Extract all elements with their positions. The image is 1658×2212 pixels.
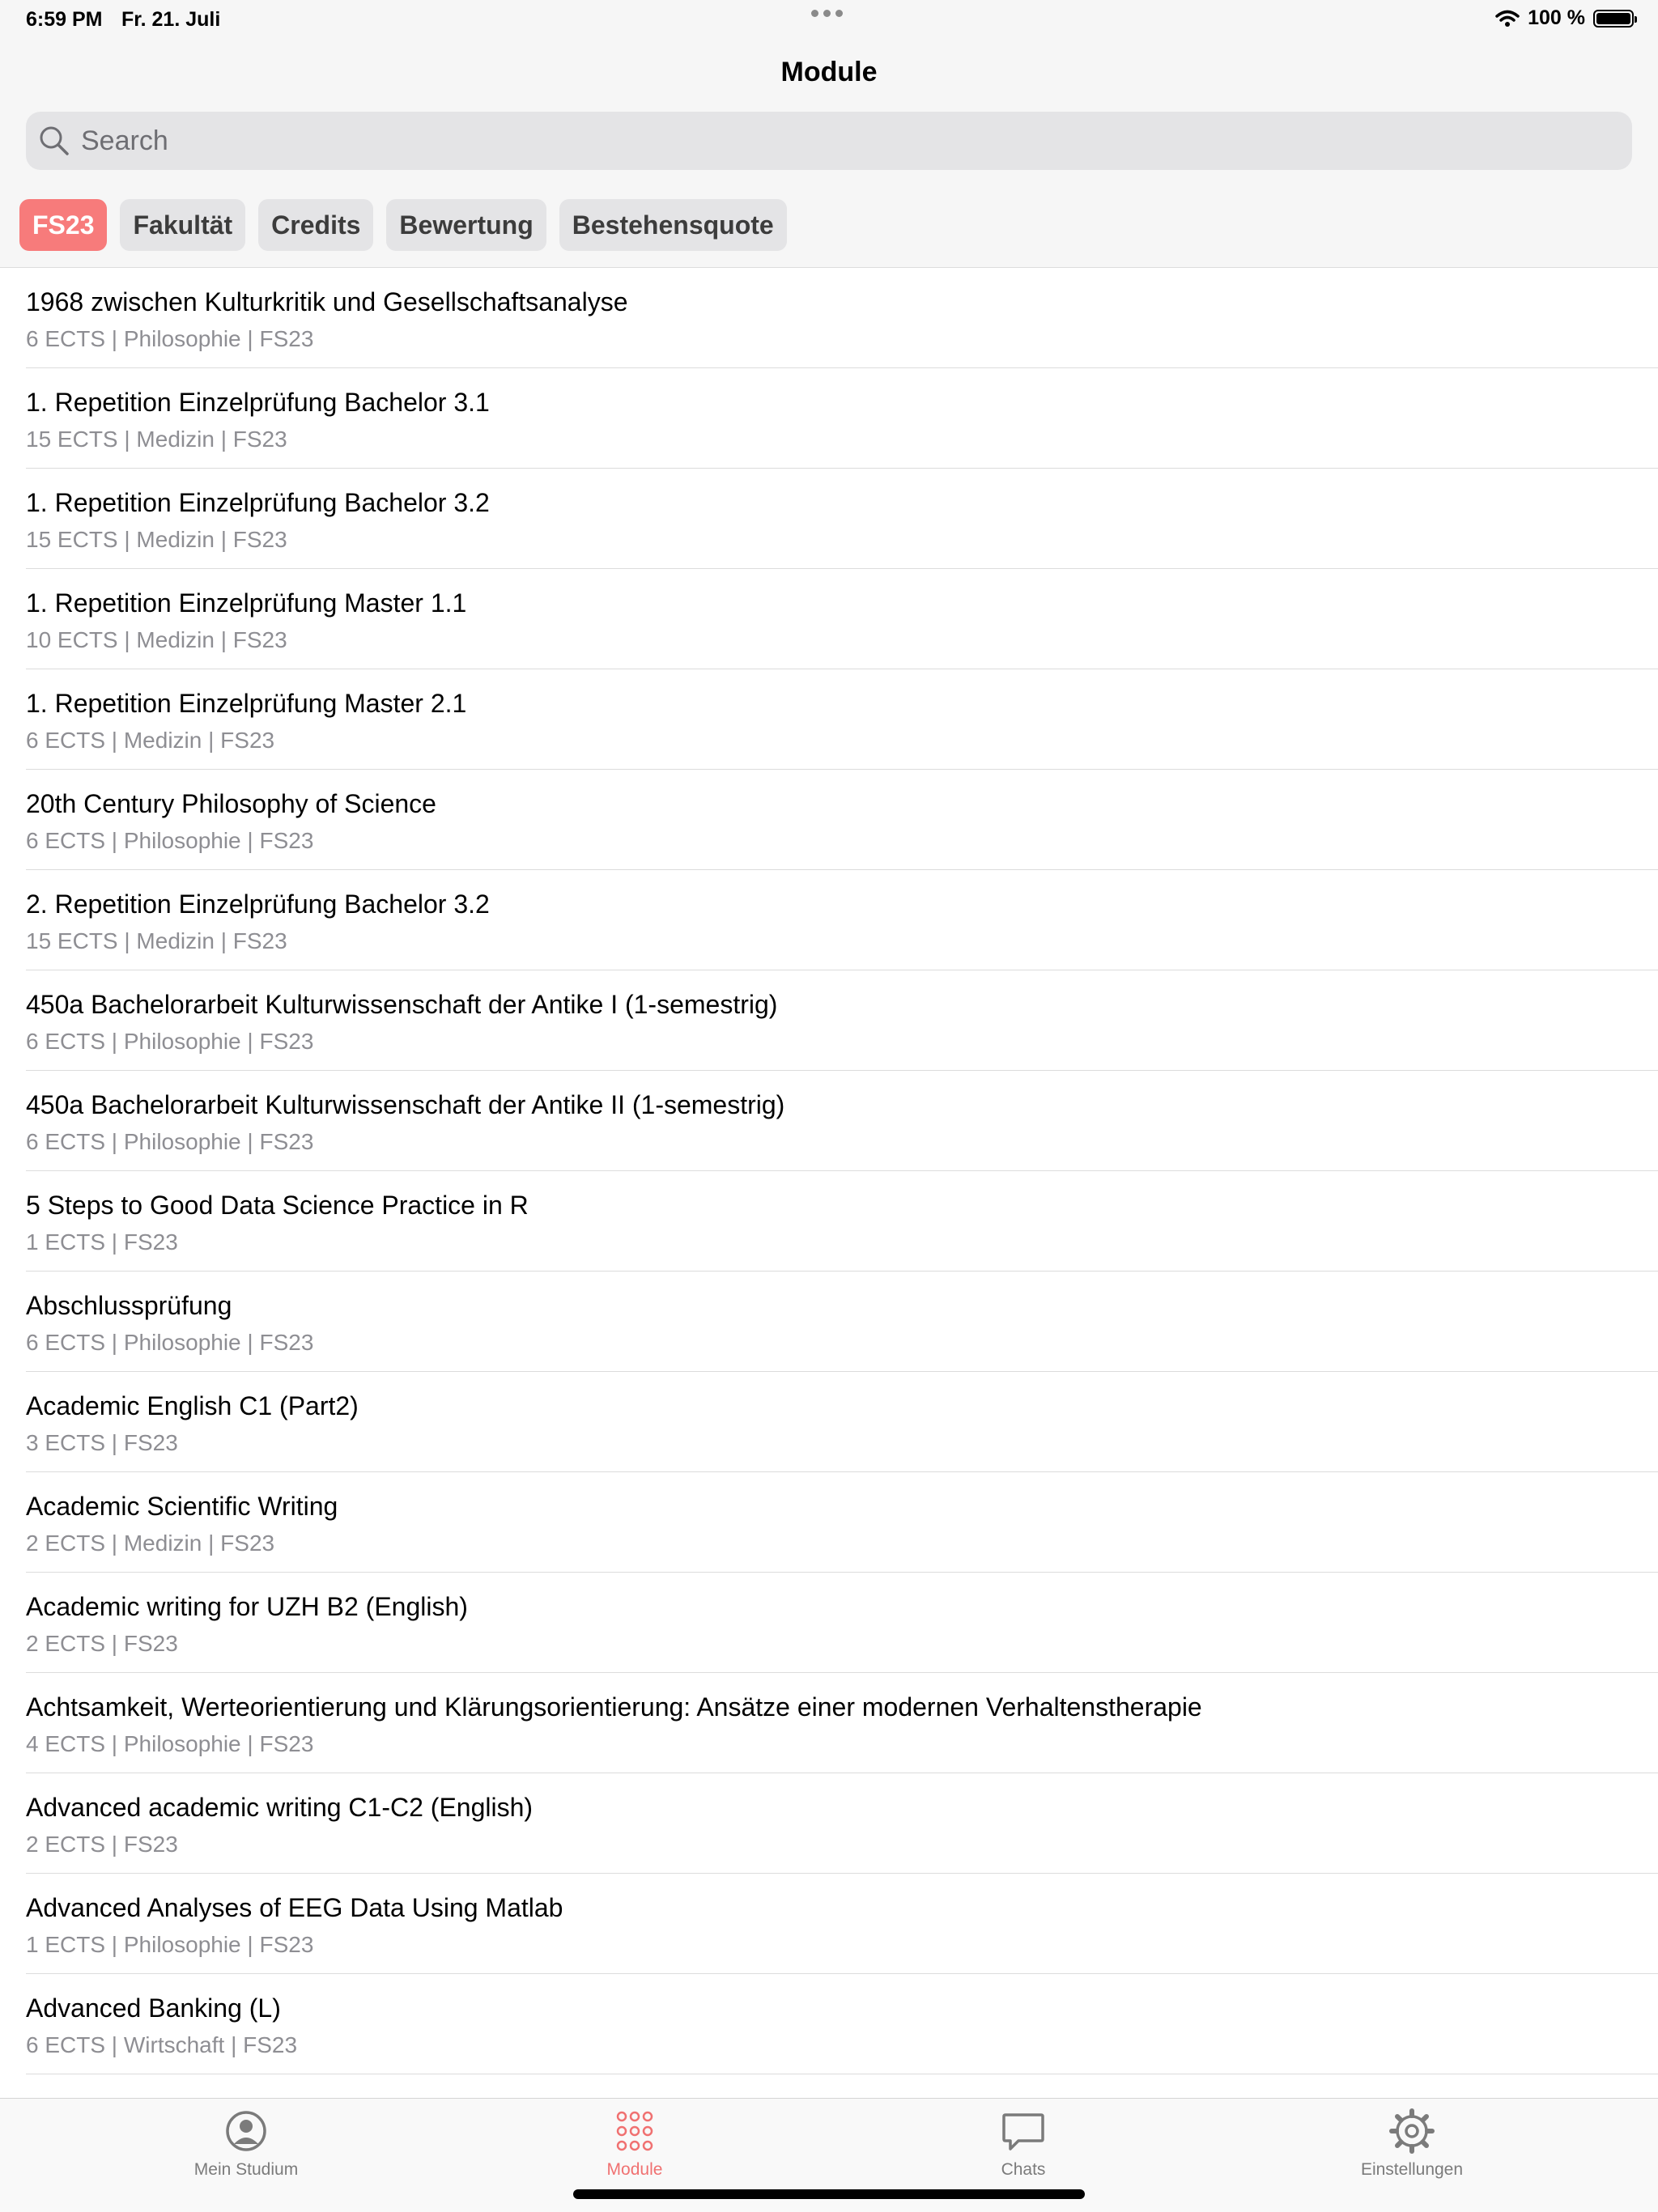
gear-icon <box>1389 2108 1435 2154</box>
module-meta: 1 ECTS | Philosophie | FS23 <box>26 1932 314 1957</box>
module-meta: 1 ECTS | FS23 <box>26 1229 178 1255</box>
module-meta: 2 ECTS | FS23 <box>26 1832 178 1857</box>
tab-mein-studium[interactable] <box>149 2104 343 2193</box>
list-item[interactable] <box>26 1071 1658 1171</box>
module-name: Advanced Analyses of EEG Data Using Matlab <box>26 1893 563 1922</box>
module-name: Academic English C1 (Part2) <box>26 1391 359 1420</box>
person-circle-icon <box>223 2108 269 2154</box>
list-item[interactable] <box>26 1974 1658 2074</box>
list-item[interactable] <box>26 669 1658 770</box>
module-meta: 6 ECTS | Philosophie | FS23 <box>26 1029 314 1054</box>
module-meta: 15 ECTS | Medizin | FS23 <box>26 527 287 552</box>
battery-icon <box>1593 10 1634 28</box>
module-meta: 2 ECTS | Medizin | FS23 <box>26 1531 275 1556</box>
tab-label: Chats <box>1001 2160 1046 2179</box>
list-item[interactable] <box>26 1673 1658 1773</box>
grid-dots-icon <box>612 2108 657 2154</box>
home-indicator <box>573 2189 1085 2199</box>
module-name: 1. Repetition Einzelprüfung Bachelor 3.1 <box>26 388 490 417</box>
module-name: 1. Repetition Einzelprüfung Master 1.1 <box>26 588 467 618</box>
tab-label: Module <box>606 2160 663 2179</box>
filter-chip-credits[interactable]: Credits <box>258 199 373 251</box>
module-name: 2. Repetition Einzelprüfung Bachelor 3.2 <box>26 889 490 919</box>
filter-chip-fs23[interactable]: FS23 <box>19 199 107 251</box>
module-name: Abschlussprüfung <box>26 1291 232 1320</box>
module-name: 450a Bachelorarbeit Kulturwissenschaft der Antike I (1-semestrig) <box>26 990 778 1019</box>
list-item[interactable] <box>26 1272 1658 1372</box>
tab-label: Mein Studium <box>193 2160 299 2179</box>
chat-bubble-icon <box>1001 2108 1046 2154</box>
list-item[interactable] <box>26 1773 1658 1874</box>
module-meta: 3 ECTS | FS23 <box>26 1430 178 1455</box>
filter-chip-fakultaet[interactable]: Fakultät <box>120 199 245 251</box>
filter-chips <box>19 199 787 251</box>
module-name: 1968 zwischen Kulturkritik und Gesellschaftsanalyse <box>26 287 628 316</box>
multitasking-dots-icon[interactable] <box>811 10 843 17</box>
module-meta: 6 ECTS | Philosophie | FS23 <box>26 1129 314 1154</box>
module-meta: 15 ECTS | Medizin | FS23 <box>26 928 287 953</box>
page-title: Module <box>780 57 878 87</box>
module-name: 20th Century Philosophy of Science <box>26 789 436 818</box>
module-name: 5 Steps to Good Data Science Practice in R <box>26 1191 529 1220</box>
tab-einstellungen[interactable] <box>1315 2104 1509 2193</box>
list-item[interactable] <box>26 268 1658 368</box>
module-name: 1. Repetition Einzelprüfung Master 2.1 <box>26 689 467 718</box>
wifi-icon <box>1495 9 1520 28</box>
module-meta: 15 ECTS | Medizin | FS23 <box>26 427 287 452</box>
module-meta: 6 ECTS | Philosophie | FS23 <box>26 828 314 853</box>
module-name: 1. Repetition Einzelprüfung Bachelor 3.2 <box>26 488 490 517</box>
module-meta: 6 ECTS | Philosophie | FS23 <box>26 1330 314 1355</box>
module-meta: 6 ECTS | Philosophie | FS23 <box>26 326 314 351</box>
search-input[interactable] <box>79 125 1540 158</box>
list-item[interactable] <box>26 368 1658 469</box>
list-item[interactable] <box>26 569 1658 669</box>
battery-percentage: 100 % <box>1528 6 1585 29</box>
status-bar <box>0 0 1658 39</box>
filter-chip-bewertung[interactable]: Bewertung <box>386 199 546 251</box>
module-name: Academic writing for UZH B2 (English) <box>26 1592 468 1621</box>
module-meta: 4 ECTS | Philosophie | FS23 <box>26 1731 314 1756</box>
module-meta: 2 ECTS | FS23 <box>26 1631 178 1656</box>
status-time: 6:59 PM <box>26 8 103 31</box>
list-item[interactable] <box>26 970 1658 1071</box>
list-item[interactable] <box>26 1573 1658 1673</box>
tab-chats[interactable] <box>926 2104 1120 2193</box>
search-icon <box>37 124 71 158</box>
search-bar[interactable] <box>26 112 1632 170</box>
list-item[interactable] <box>26 1874 1658 1974</box>
list-item[interactable] <box>26 870 1658 970</box>
module-name: Achtsamkeit, Werteorientierung und Klärungsorientierung: Ansätze einer modernen Verhaltenstherapie <box>26 1692 1202 1722</box>
module-meta: 6 ECTS | Medizin | FS23 <box>26 728 275 753</box>
tab-module[interactable] <box>538 2104 732 2193</box>
module-meta: 10 ECTS | Medizin | FS23 <box>26 627 287 652</box>
filter-chip-bestehensquote[interactable]: Bestehensquote <box>559 199 787 251</box>
list-item[interactable] <box>26 469 1658 569</box>
list-item[interactable] <box>26 770 1658 870</box>
module-name: Academic Scientific Writing <box>26 1492 338 1521</box>
module-name: Advanced Banking (L) <box>26 1993 281 2023</box>
status-date: Fr. 21. Juli <box>121 8 221 31</box>
module-name: Advanced academic writing C1-C2 (English) <box>26 1793 534 1822</box>
list-item[interactable] <box>26 1372 1658 1472</box>
top-bar <box>0 0 1658 268</box>
status-right <box>1495 6 1634 30</box>
module-name: 450a Bachelorarbeit Kulturwissenschaft der Antike II (1-semestrig) <box>26 1090 785 1119</box>
list-item[interactable] <box>26 1472 1658 1573</box>
tab-label: Einstellungen <box>1360 2160 1464 2179</box>
list-item[interactable] <box>26 1171 1658 1272</box>
module-list <box>0 268 1658 2074</box>
module-meta: 6 ECTS | Wirtschaft | FS23 <box>26 2032 298 2057</box>
